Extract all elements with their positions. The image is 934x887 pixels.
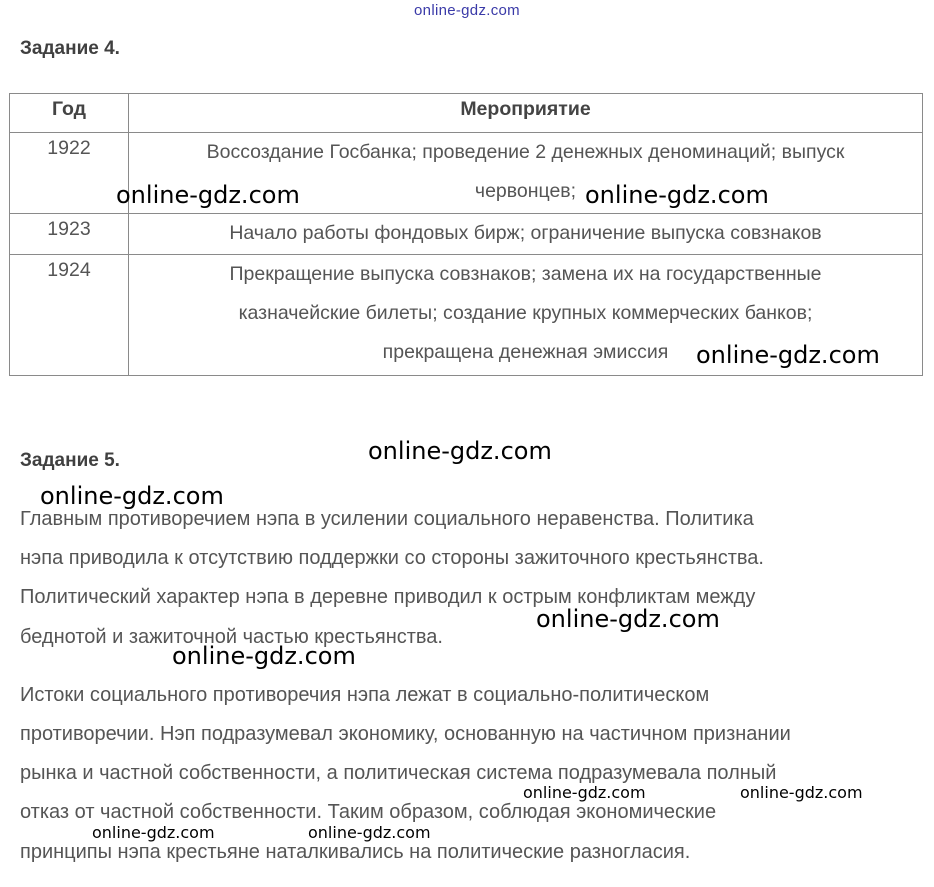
header-year: Год [10, 94, 129, 133]
watermark: online-gdz.com [92, 823, 215, 842]
cell-year: 1923 [10, 214, 129, 255]
watermark: online-gdz.com [740, 783, 863, 802]
task5-heading: Задание 5. [20, 450, 120, 471]
text-line: рынка и частной собственности, а политическая система подразумевала полный [20, 762, 777, 785]
cell-year: 1922 [10, 133, 129, 214]
task4-heading: Задание 4. [20, 38, 120, 59]
watermark: online-gdz.com [585, 181, 769, 209]
task5-answer [20, 500, 920, 872]
event-line: червонцев; [474, 180, 577, 202]
answer-paragraph-1 [20, 500, 920, 657]
text-line: противоречии. Нэп подразумевал экономику, основанную на частичном признании [20, 723, 791, 746]
event-line: Начало работы фондовых бирж; ограничение выпуска совзнаков [229, 222, 822, 244]
text-line: принципы нэпа крестьяне наталкивались на политические разногласия. [20, 840, 691, 863]
watermark: online-gdz.com [368, 437, 552, 465]
cell-event [129, 214, 923, 255]
text-line: отказ от частной собственности. Таким образом, соблюдая экономические [20, 801, 717, 824]
event-line: прекращена денежная эмиссия [382, 341, 669, 363]
watermark: online-gdz.com [116, 181, 300, 209]
table-header-row [10, 94, 923, 133]
text-line: Истоки социального противоречия нэпа лежат в социально-политическом [20, 683, 710, 706]
watermark: online-gdz.com [523, 783, 646, 802]
event-line: Прекращение выпуска совзнаков; замена их на государственные [229, 263, 822, 285]
cell-year: 1924 [10, 255, 129, 376]
text-line: беднотой и зажиточной частью крестьянства. [20, 625, 443, 648]
top-watermark: online-gdz.com [414, 2, 520, 19]
watermark: online-gdz.com [172, 642, 356, 670]
answer-paragraph-2 [20, 676, 920, 872]
event-line: Воссоздание Госбанка; проведение 2 денежных деноминаций; выпуск [206, 141, 845, 163]
watermark: online-gdz.com [536, 605, 720, 633]
watermark: online-gdz.com [308, 823, 431, 842]
task4-table [9, 93, 923, 376]
watermark: online-gdz.com [696, 341, 880, 369]
table-row [10, 214, 923, 255]
text-line: Главным противоречием нэпа в усилении социального неравенства. Политика [20, 508, 754, 530]
header-event: Мероприятие [129, 94, 923, 133]
watermark: online-gdz.com [40, 482, 224, 510]
event-line: казначейские билеты; создание крупных коммерческих банков; [238, 302, 813, 324]
text-line: Политический характер нэпа в деревне приводил к острым конфликтам между [20, 586, 756, 609]
text-line: нэпа приводила к отсутствию поддержки со стороны зажиточного крестьянства. [20, 547, 764, 570]
